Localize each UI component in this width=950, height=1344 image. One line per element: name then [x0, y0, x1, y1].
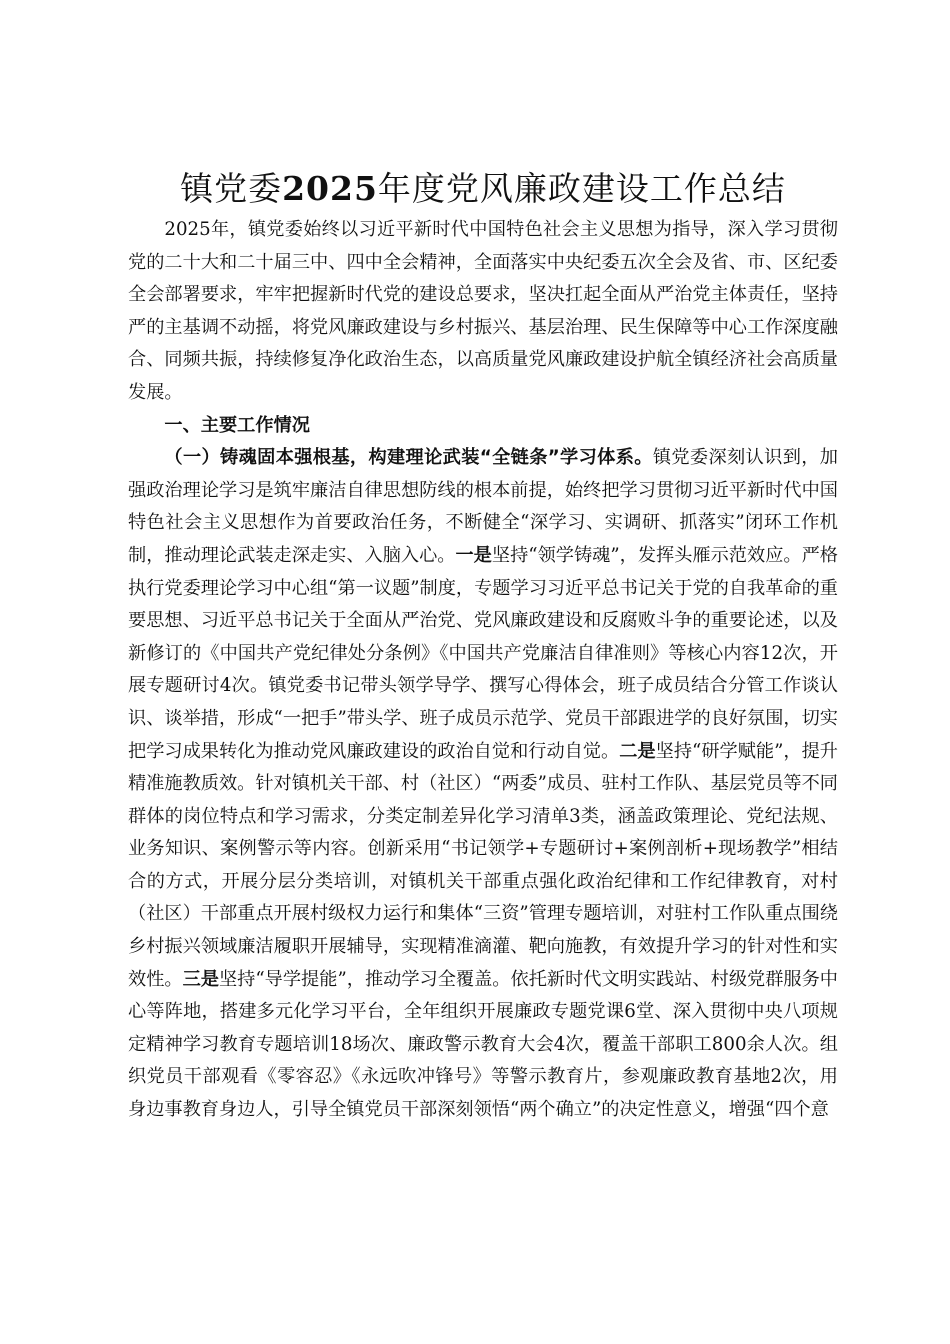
- document-title: [128, 166, 838, 212]
- point-label-2: 二是: [619, 740, 656, 762]
- title-suffix: 年度党风廉政建设工作总结: [377, 169, 786, 208]
- subsection-paragraph: [128, 442, 838, 1126]
- subsection-heading: （一）铸魂固本强根基，构建理论武装“全链条”学习体系。: [164, 447, 653, 469]
- point-label-1: 一是: [455, 544, 492, 566]
- section-heading: 一、主要工作情况: [164, 414, 310, 436]
- title-prefix: 镇党委: [180, 169, 283, 208]
- subsection-text-c: 坚持“研学赋能”，提升精准施教质效。针对镇机关干部、村（社区）“两委”成员、驻村工作队、基层党员等不同群体的岗位特点和学习需求，分类定制差异化学习清单3类，涵盖政策理论、党纪法规、业务知识、案例警示等内容。创新采用“书记领学+专题研讨+案例剖析+现场教学”相结合的方式，开展分层分类培训，对镇机关干部重点强化政治纪律和工作纪律教育，对村（社区）干部重点开展村级权力运行和集体“三资”管理专题培训，对驻村工作队重点围绕乡村振兴领域廉洁履职开展辅导，实现精准滴灌、靶向施教，有效提升学习的针对性和实效性。: [128, 740, 838, 990]
- subsection-text-b: 坚持“领学铸魂”，发挥头雁示范效应。严格执行党委理论学习中心组“第一议题”制度，专题学习习近平总书记关于党的自我革命的重要思想、习近平总书记关于全面从严治党、党风廉政建设和反腐败斗争的重要论述，以及新修订的《中国共产党纪律处分条例》《中国共产党廉洁自律准则》等核心内容12次，开展专题研讨4次。镇党委书记带头领学导学、撰写心得体会，班子成员结合分管工作谈认识、谈举措，形成“一把手”带头学、班子成员示范学、党员干部跟进学的良好氛围，切实把学习成果转化为推动党风廉政建设的政治自觉和行动自觉。: [128, 544, 838, 762]
- subsection-text-d: 坚持“导学提能”，推动学习全覆盖。依托新时代文明实践站、村级党群服务中心等阵地，搭建多元化学习平台，全年组织开展廉政专题党课6堂、深入贯彻中央八项规定精神学习教育专题培训18场次、廉政警示教育大会4次，覆盖干部职工800余人次。组织党员干部观看《零容忍》《永远吹冲锋号》等警示教育片，参观廉政教育基地2次，用身边事教育身边人，引导全镇党员干部深刻领悟“两个确立”的决定性意义，增强“四个意: [128, 968, 838, 1121]
- intro-paragraph: 2025年，镇党委始终以习近平新时代中国特色社会主义思想为指导，深入学习贯彻党的二十大和二十届三中、四中全会精神，全面落实中央纪委五次全会及省、市、区纪委全会部署要求，牢牢把握新时代党的建设总要求，坚决扛起全面从严治党主体责任，坚持严的主基调不动摇，将党风廉政建设与乡村振兴、基层治理、民生保障等中心工作深度融合、同频共振，持续修复净化政治生态，以高质量党风廉政建设护航全镇经济社会高质量发展。: [128, 219, 838, 403]
- title-year: 2025: [282, 169, 378, 208]
- document-page: [128, 166, 838, 1127]
- subsection-text-a: 镇党委深刻认识到，加强政治理论学习是筑牢廉洁自律思想防线的根本前提，始终把学习贯彻习近平新时代中国特色社会主义思想作为首要政治任务，不断健全“深学习、实调研、抓落实”闭环工作机制，推动理论武装走深走实、入脑入心。: [128, 447, 838, 566]
- point-label-3: 三是: [182, 968, 219, 990]
